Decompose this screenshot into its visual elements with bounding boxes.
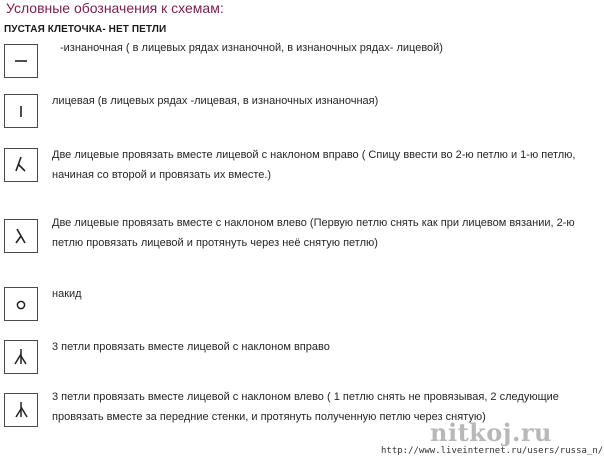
vertical-bar-symbol-icon: [5, 95, 37, 127]
legend-symbol-box: [4, 340, 38, 374]
legend-symbol-box: [4, 94, 38, 128]
legend-symbol-box: [4, 393, 38, 427]
page-subtitle: ПУСТАЯ КЛЕТОЧКА- НЕТ ПЕТЛИ: [4, 24, 167, 35]
legend-item-text: накид: [52, 288, 82, 300]
footer-url: http://www.liveinternet.ru/users/russa_n/: [381, 446, 604, 456]
legend-symbol-box: [4, 148, 38, 182]
site-watermark: nitkoj.ru: [430, 418, 552, 447]
legend-item-text: 3 петли провязать вместе лицевой с наклоном влево ( 1 петлю снять не провязывая, 2 следующие провязать вместе за передние стенки, и протянуть полученную петлю через снятую): [52, 391, 559, 423]
legend-item-text: Две лицевые провязать вместе с наклоном влево (Первую петлю снять как при лицевом вязании, 2-ю петлю провязать лицевой и протянуть через неё снятую петлю): [52, 217, 575, 249]
legend-item-text: -изнаночная ( в лицевых рядах изнаночной, в изнаночных рядах- лицевой): [60, 42, 443, 54]
legend-symbol-box: [4, 287, 38, 321]
knit-three-together-left-icon: [5, 394, 37, 426]
yarn-over-circle-icon: [5, 288, 37, 320]
dash-symbol-icon: [5, 45, 37, 77]
legend-symbol-box: [4, 219, 38, 253]
page-title: Условные обозначения к схемам:: [6, 0, 224, 16]
knit-three-together-right-icon: [5, 341, 37, 373]
knit-two-together-left-icon: [5, 220, 37, 252]
legend-item-text: Две лицевые провязать вместе лицевой с наклоном вправо ( Спицу ввести во 2-ю петлю и 1-ю петлю, начиная со второй и провязать их вместе.): [52, 149, 576, 181]
legend-item-text: лицевая (в лицевых рядах -лицевая, в изнаночных изнаночная): [52, 95, 379, 107]
legend-symbol-box: [4, 44, 38, 78]
knit-two-together-right-icon: [5, 149, 37, 181]
legend-item-text: 3 петли провязать вместе лицевой с наклоном вправо: [52, 341, 330, 353]
